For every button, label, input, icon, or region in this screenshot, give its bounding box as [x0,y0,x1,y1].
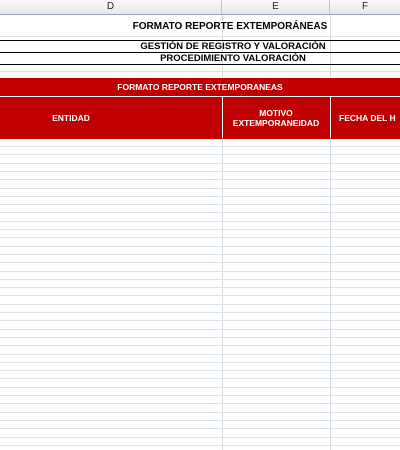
procedure-title[interactable]: PROCEDIMIENTO VALORACIÓN [160,53,306,64]
row-gridline [0,221,400,222]
table-banner-label[interactable]: FORMATO REPORTE EXTEMPORANEAS [117,82,283,92]
gridline-horizontal [0,36,400,37]
row-gridline [0,362,400,363]
column-header-bar [0,0,400,15]
row-gridline [0,295,400,296]
row-gridline [0,304,400,305]
row-gridline [0,428,400,429]
column-header-e[interactable]: E [222,0,330,14]
department-title[interactable]: GESTIÓN DE REGISTRO Y VALORACIÓN [140,41,326,52]
row-gridline [0,320,400,321]
row-gridline [0,196,400,197]
report-title[interactable]: FORMATO REPORTE EXTEMPORÁNEAS [132,21,328,32]
row-gridline [0,354,400,355]
row-gridline [0,254,400,255]
row-gridline [0,154,400,155]
row-gridline [0,237,400,238]
row-gridline [0,212,400,213]
row-gridline [0,171,400,172]
row-gridline [0,329,400,330]
row-gridline [0,246,400,247]
row-gridline [0,188,400,189]
column-header-d[interactable]: D [0,0,222,14]
row-gridline [0,370,400,371]
row-gridline [0,403,400,404]
row-gridline [0,146,400,147]
row-gridline [0,262,400,263]
row-gridline [0,271,400,272]
header-separator [330,97,331,138]
border-line [0,64,400,65]
row-gridline [0,163,400,164]
row-gridline [0,204,400,205]
row-gridline [0,395,400,396]
row-gridline [0,229,400,230]
row-gridline [0,345,400,346]
row-gridline [0,420,400,421]
row-gridline [0,437,400,438]
row-gridline [0,387,400,388]
row-gridline [0,337,400,338]
row-gridline [0,287,400,288]
header-entidad[interactable]: ENTIDAD [52,113,90,123]
header-extemporaneidad[interactable]: EXTEMPORANEIDAD [232,118,320,128]
row-gridline [0,445,400,446]
row-gridline [0,412,400,413]
row-gridline [0,279,400,280]
gridline-horizontal [0,71,400,72]
row-gridline [0,179,400,180]
row-gridline [0,312,400,313]
header-motivo[interactable]: MOTIVO [259,108,293,118]
column-header-f[interactable]: F [361,1,369,12]
header-fecha[interactable]: FECHA DEL H [339,113,396,123]
row-gridline [0,378,400,379]
